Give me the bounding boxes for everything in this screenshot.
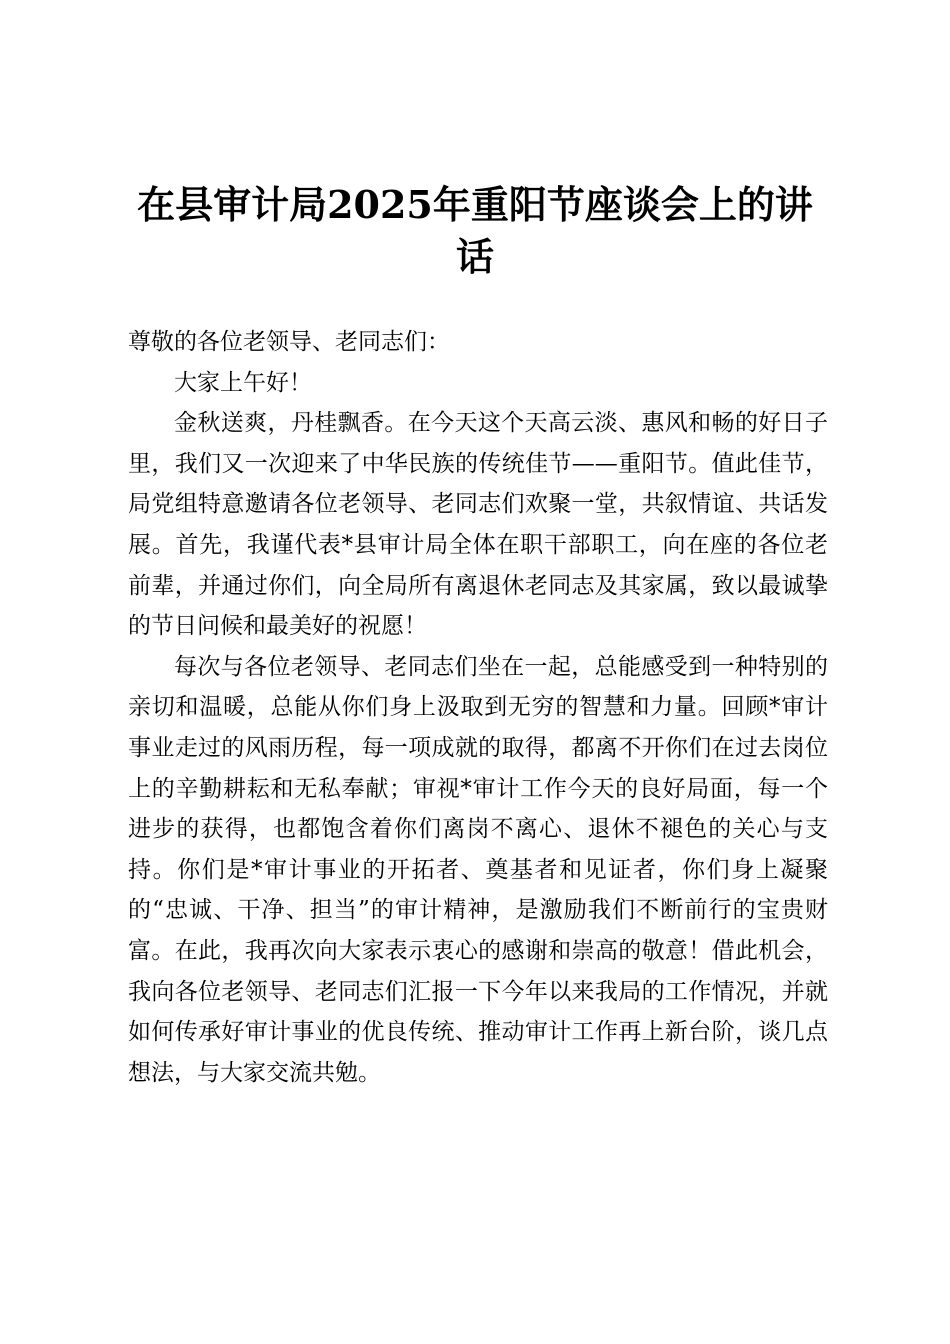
paragraph-tribute: 每次与各位老领导、老同志们坐在一起，总能感受到一种特别的亲切和温暖，总能从你们身上汲取到无穷的智慧和力量。回顾*审计事业走过的风雨历程，每一项成就的取得，都离不开你们在过去岗位上的辛勤耕耘和无私奉献；审视*审计工作今天的良好局面，每一个进步的获得，也都饱含着你们离岗不离心、退休不褪色的关心与支持。你们是*审计事业的开拓者、奠基者和见证者，你们身上凝聚的“忠诚、干净、担当”的审计精神，是激励我们不断前行的宝贵财富。在此，我再次向大家表示衷心的感谢和崇高的敬意！借此机会，我向各位老领导、老同志们汇报一下今年以来我局的工作情况，并就如何传承好审计事业的优良传统、推动审计工作再上新台阶，谈几点想法，与大家交流共勉。 bbox=[128, 653, 828, 1086]
paragraph-greeting: 大家上午好！ bbox=[174, 369, 312, 396]
paragraph-opening: 金秋送爽，丹桂飘香。在今天这个天高云淡、惠风和畅的好日子里，我们又一次迎来了中华民族的传统佳节——重阳节。值此佳节，局党组特意邀请各位老领导、老同志们欢聚一堂，共叙情谊、共话发展。首先，我谨代表*县审计局全体在职干部职工，向在座的各位老前辈，并通过你们，向全局所有离退休老同志及其家属，致以最诚挚的节日问候和最美好的祝愿！ bbox=[128, 410, 828, 640]
salutation: 尊敬的各位老领导、老同志们： bbox=[128, 329, 450, 355]
document-title: 在县审计局2025年重阳节座谈会上的讲话 bbox=[137, 182, 813, 280]
document-body bbox=[128, 322, 828, 1093]
